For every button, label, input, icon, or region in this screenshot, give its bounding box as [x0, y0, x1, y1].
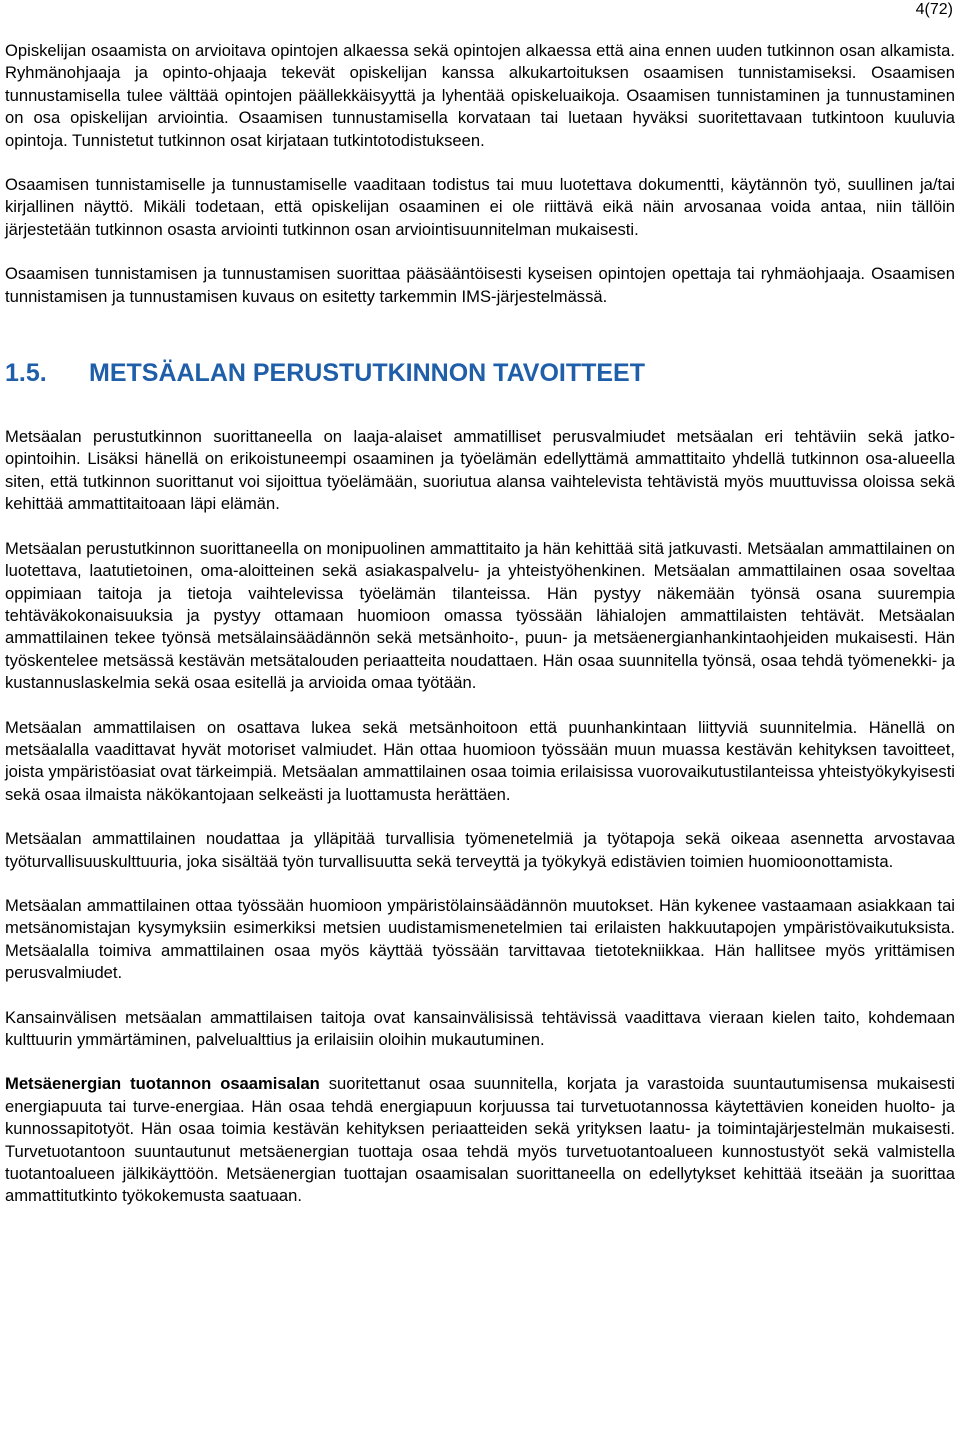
section-heading — [5, 358, 955, 388]
paragraph-tunnistaminen-dokumentit: Osaamisen tunnistamiselle ja tunnustamiselle vaaditaan todistus tai muu luotettava dokumentti, käytännön työ, suullinen ja/tai kirjallinen näyttö. Mikäli todetaan, että opiskelijan osaaminen ei ole riittävä eikä näin arvosanaa voida antaa, niin tällöin järjestetään tutkinnon osasta arviointi tutkinnon osan arviointisuunnitelman mukaisesti. — [5, 175, 955, 239]
page-number: 4(72) — [915, 1, 953, 18]
paragraph-kansainvalisyys: Kansainvälisen metsäalan ammattilaisen taitoja ovat kansainvälisissä tehtävissä vaadittava vieraan kielen taito, kohdemaan kulttuurin ymmärtäminen, palvelualttius ja erilaisiin oloihin mukautuminen. — [5, 1007, 955, 1049]
paragraph-metsaenergia-text: suoritettanut osaa suunnitella, korjata ja varastoida suuntautumisensa mukaisesti energiapuuta tai turve-energiaa. Hän osaa tehdä energiapuun korjuussa tai turvetuotannossa käytettävien koneiden huolto- ja kunnossapitotyöt. Hän osaa toimia kestävän kehityksen periaatteiden sekä yrityksen laatu- ja toimintajärjestelmän mukaisesti. Turvetuotantoon suuntautunut metsäenergian tuottaja osaa tehdä myös turvetuotantoalueen kunnostustyöt sekä valmistella tuotantoalueen jälkikäyttöön. Metsäenergian tuottajan osaamisalan suorittaneella on edellytykset kehittää itseään ja suorittaa ammattitutkinto työkokemusta saatuaan. — [5, 1074, 955, 1206]
paragraph-suunnitelmat: Metsäalan ammattilaisen on osattava lukea sekä metsänhoitoon että puunhankintaan liittyviä suunnitelmia. Hänellä on metsäalalla vaadittavat hyvät motoriset valmiudet. Hän ottaa huomioon työssään muun muassa kestävän kehityksen tavoitteet, joista ympäristöasiat ovat tärkeimpiä. Metsäalan ammattilainen osaa toimia erilaisissa vuorovaikutustilanteissa yhteistyökykyisesti sekä osaa ilmaista näkökantojaan selkeästi ja luottamusta herättäen. — [5, 717, 955, 804]
paragraph-tunnistamisen-suorittaja: Osaamisen tunnistamisen ja tunnustamisen suorittaa pääsääntöisesti kyseisen opintojen opettaja tai ryhmäohjaaja. Osaamisen tunnistamisen ja tunnustamisen kuvaus on esitetty tarkemmin IMS-järjestelmässä. — [5, 264, 955, 306]
paragraph-ammattitaito: Metsäalan perustutkinnon suorittaneella on monipuolinen ammattitaito ja hän kehittää sitä jatkuvasti. Metsäalan ammattilainen on luotettava, laatutietoinen, oma-aloitteinen sekä asiakaspalvelu- ja yhteistyöhenkinen. Metsäalan ammattilainen osaa soveltaa oppimiaan taitoja ja tietoja vaihtelevissa työelämän tilanteissa. Hän pystyy näkemään työnsä osana suurempia tehtäväkokonaisuuksia ja pystyy ottamaan huomioon omassa työssään lähialojen ammattilaisten tehtävät. Metsäalan ammattilainen tekee työnsä metsälainsäädännön sekä metsänhoito-, puun- ja metsäenergianhankintaohjeiden mukaisesti. Hän työskentelee metsässä kestävän metsätalouden periaatteita noudattaen. Hän osaa suunnitella työnsä, osaa tehdä työmenekki- ja kustannuslaskelmia sekä osaa esitellä ja arvioida omaa työtään. — [5, 538, 955, 693]
paragraph-perusvalmiudet: Metsäalan perustutkinnon suorittaneella on laaja-alaiset ammatilliset perusvalmiudet metsäalan eri tehtäviin sekä jatko-opintoihin. Lisäksi hänellä on erikoistuneempi osaaminen ja työelämän edellyttämä ammattitaito yhdellä tutkinnon osa-alueella siten, että tutkinnon suorittanut voi sijoittua työelämään, suoriutua alansa vaihtelevista tehtävistä myös muuttuvissa oloissa sekä kehittää ammattitaitoaan läpi elämän. — [5, 427, 955, 514]
paragraph-ymparisto: Metsäalan ammattilainen ottaa työssään huomioon ympäristölainsäädännön muutokset. Hän kykenee vastaamaan asiakkaan tai metsänomistajan kysymyksiin esimerkiksi metsien uudistamismenetelmien tai erilaisten hakkuutapojen ympäristövaikutuksista. Metsäalalla toimiva ammattilainen osaa myös käyttää työssään tarvittavaa tietotekniikkaa. Hän hallitsee myös yrittämisen perusvalmiudet. — [5, 895, 955, 983]
section-title: METSÄALAN PERUSTUTKINNON TAVOITTEET — [89, 359, 646, 388]
paragraph-tyoturvallisuus: Metsäalan ammattilainen noudattaa ja ylläpitää turvallisia työmenetelmiä ja työtapoja sekä oikeaa asennetta arvostavaa työturvallisuuskulttuuria, joka sisältää työn turvallisuutta sekä terveyttä ja työkykyä edistävien toimien huomioonottamista. — [5, 829, 955, 871]
paragraph-osaamisen-arviointi: Opiskelijan osaamista on arvioitava opintojen alkaessa sekä opintojen alkaessa että aina ennen uuden tutkinnon osan alkamista. Ryhmänohjaaja ja opinto-ohjaaja tekevät opiskelijan kanssa alkukartoituksen osaamisen tunnistamiseksi. Osaamisen tunnustamisella tulee välttää opintojen päällekkäisyyttä ja lyhentää opiskeluaikoja. Osaamisen tunnistaminen ja tunnustaminen on osa opiskelijan arviointia. Osaamisen tunnustamisella korvataan tai luetaan hyväksi suoritettavaan tutkintoon kuuluvia opintoja. Tunnistetut tutkinnon osat kirjataan tutkintotodistukseen. — [5, 41, 955, 150]
osaamisala-name: Metsäenergian tuotannon osaamisalan — [5, 1074, 320, 1094]
section-number: 1.5. — [5, 359, 47, 388]
paragraph-metsaenergia — [5, 1073, 955, 1207]
document-body — [5, 40, 955, 1230]
